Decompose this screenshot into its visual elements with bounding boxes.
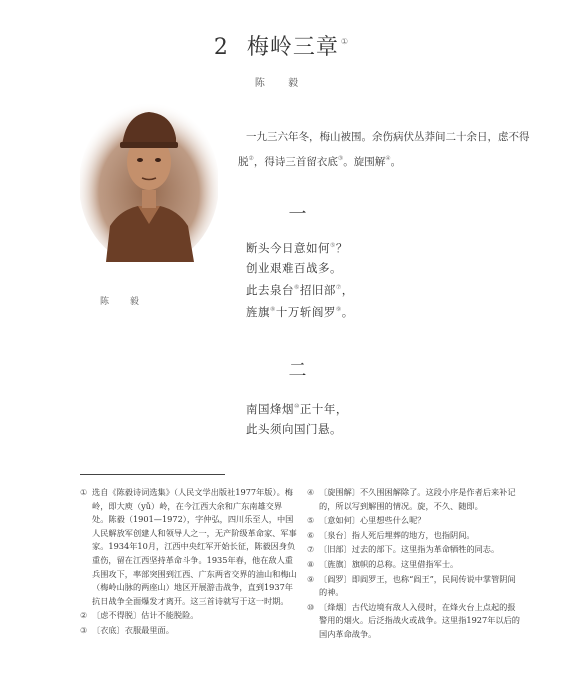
footnote: ⑩ 〔烽烟〕古代边境有敌人入侵时，在烽火台上点起的报警用的烟火。后泛指战火或战争。这里指1927年以后的国内革命战争。: [307, 601, 520, 639]
footnote-divider: [80, 474, 225, 475]
footnote: ⑦ 〔旧部〕过去的部下。这里指为革命牺牲的同志。: [307, 544, 500, 555]
footnote-mark: ②: [248, 155, 254, 162]
footnote-mark: ④: [385, 155, 391, 162]
poem-line: 南国烽烟⑩正十年，: [246, 402, 348, 416]
footnote-mark: ③: [337, 155, 344, 162]
poem-line: 旌旗⑧十万斩阎罗⑨。: [246, 305, 354, 319]
preface-text: ，得诗三首留衣底: [253, 156, 338, 168]
footnote: ① 选自《陈毅诗词选集》（人民文学出版社1977年版）。梅岭，即大庾（yǔ）岭，在今江西大余和广东南雄交界处。陈毅（1901—1972），字仲弘，四川乐至人，中国人民解放军创建人和领导人之一，无产阶级革命家、军事家。1934年10月，江西中央红军开始长征，陈毅因身负重伤，留在江西坚持革命斗争。1935年春，他在敌人重兵围攻下，率部突围到江西、广东两省交界的油山和梅山（梅岭山脉的两座山）地区开展游击战争，直到1937年抗日战争全面爆发才离开。这三首诗就写于这一时期。: [80, 487, 297, 606]
title-footnote-mark: ①: [340, 37, 350, 46]
footnote: ⑤ 〔意如何〕心里想些什么呢？: [307, 515, 426, 526]
footnote: ② 〔虑不得脱〕估计不能脱险。: [80, 610, 199, 621]
preface-text: 。旋围解: [343, 156, 386, 168]
poem-line: 创业艰难百战多。: [246, 261, 342, 275]
footnote: ③ 〔衣底〕衣服最里面。: [80, 624, 174, 635]
preface-text: 一九三六年冬，梅山被围。余伤病伏丛莽间二十余日，虑不得脱: [238, 131, 530, 168]
footnote: ④ 〔旋围解〕不久围困解除了。这段小序是作者后来补记的，所以写到解围的情况。旋，不久、随即。: [307, 487, 516, 511]
portrait-caption: 陈 毅: [100, 297, 148, 307]
section-heading-1: 一: [288, 204, 307, 225]
lesson-number: 2: [213, 35, 229, 60]
portrait-image: [80, 92, 218, 262]
section-heading-2: 二: [288, 360, 307, 381]
poem-1: [246, 236, 354, 322]
footnote: ⑨ 〔阎罗〕即阎罗王，也称“阎王”，民间传说中掌管阴间的神。: [307, 573, 516, 598]
poem-line: 断头今日意如何⑤？: [246, 241, 348, 255]
lesson-title: [0, 30, 563, 61]
footnote: ⑧ 〔旌旗〕旗帜的总称。这里借指军士。: [307, 558, 459, 569]
footnote: ⑥ 〔泉台〕指人死后埋葬的地方，也指阴间。: [307, 529, 475, 540]
footnotes-right-column: [307, 486, 522, 643]
poem-line: 此去泉台⑥招旧部⑦，: [246, 283, 354, 297]
poem-line: 此头须向国门悬。: [246, 422, 342, 436]
poem-2: [246, 397, 348, 439]
preface-paragraph: [238, 126, 538, 173]
footnotes-left-column: [80, 486, 298, 639]
preface-text: 。: [390, 156, 402, 168]
author-name: 陈 毅: [254, 78, 309, 89]
lesson-title-text: 梅岭三章: [246, 35, 339, 60]
